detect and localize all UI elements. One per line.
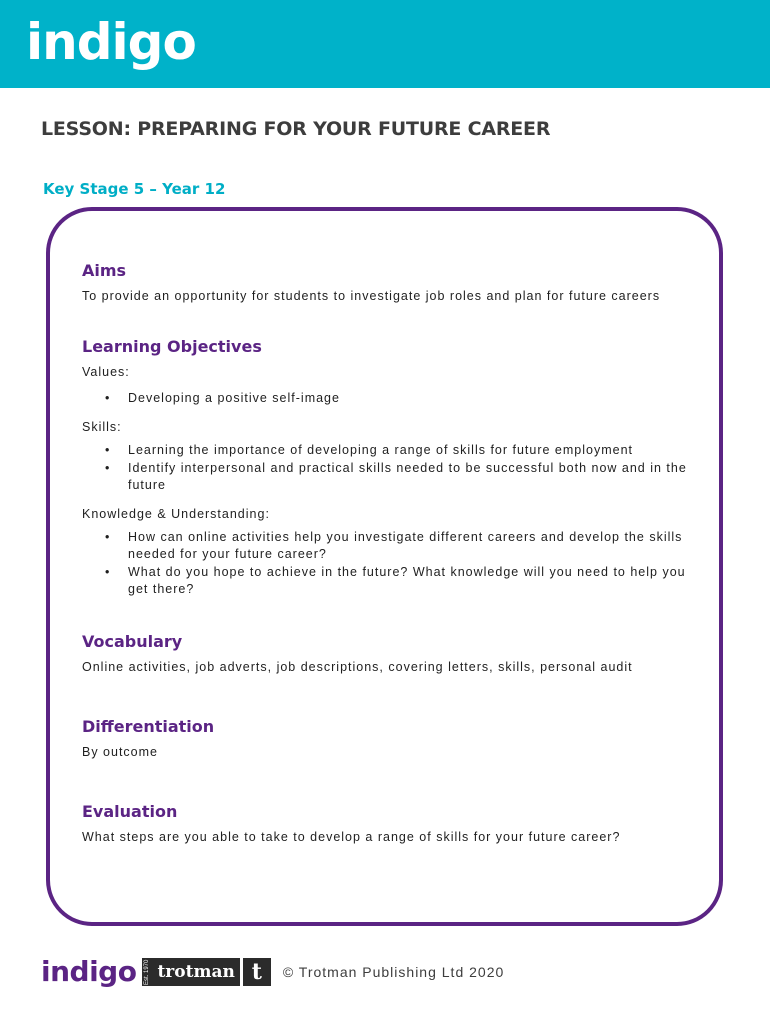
evaluation-text: What steps are you able to take to develop a range of skills for your future career? xyxy=(82,830,621,844)
list-item: • Learning the importance of developing a range of skills for future employment xyxy=(105,443,634,457)
knowledge-list xyxy=(82,529,702,598)
aims-text: To provide an opportunity for students to investigate job roles and plan for future careers xyxy=(82,289,661,303)
aims-section xyxy=(82,261,702,305)
differentiation-heading: Differentiation xyxy=(82,717,215,736)
bullet-icon: • xyxy=(105,461,111,475)
copyright-text: © Trotman Publishing Ltd 2020 xyxy=(282,964,505,980)
trotman-wordmark: trotman xyxy=(152,958,239,986)
bullet-icon: • xyxy=(105,391,111,405)
vocabulary-section xyxy=(82,632,702,676)
bullet-icon: • xyxy=(105,443,111,457)
skills-label: Skills: xyxy=(82,420,122,434)
objectives-heading: Learning Objectives xyxy=(82,337,262,356)
aims-heading: Aims xyxy=(82,261,127,280)
objectives-section xyxy=(82,337,702,599)
knowledge-label: Knowledge & Understanding: xyxy=(82,507,270,521)
evaluation-section xyxy=(82,802,702,846)
values-list xyxy=(82,390,702,407)
vocabulary-text: Online activities, job adverts, job descriptions, covering letters, skills, personal audit xyxy=(82,660,633,674)
list-item: • Identify interpersonal and practical skills needed to be successful both now and in the future xyxy=(105,461,687,492)
list-item: • How can online activities help you investigate different careers and develop the skills needed for your future career? xyxy=(105,530,683,561)
values-label: Values: xyxy=(82,365,130,379)
bullet-icon: • xyxy=(105,565,111,579)
vocabulary-heading: Vocabulary xyxy=(82,632,183,651)
key-stage-label: Key Stage 5 – Year 12 xyxy=(43,180,226,198)
footer-indigo-logo: indigo xyxy=(41,955,137,988)
page-title: LESSON: PREPARING FOR YOUR FUTURE CAREER xyxy=(41,118,551,140)
indigo-logo: indigo xyxy=(26,13,196,71)
differentiation-text: By outcome xyxy=(82,745,159,759)
footer xyxy=(41,955,504,989)
bullet-icon: • xyxy=(105,530,111,544)
list-item: • Developing a positive self-image xyxy=(105,391,340,405)
list-item: • What do you hope to achieve in the future? What knowledge will you need to help you get there? xyxy=(105,565,686,596)
top-banner xyxy=(0,0,770,88)
trotman-t-icon: t xyxy=(243,958,271,986)
differentiation-section xyxy=(82,717,702,761)
skills-list xyxy=(82,442,702,494)
evaluation-heading: Evaluation xyxy=(82,802,178,821)
trotman-side-text: Est. 1970 xyxy=(144,959,151,985)
trotman-logo xyxy=(142,958,239,986)
